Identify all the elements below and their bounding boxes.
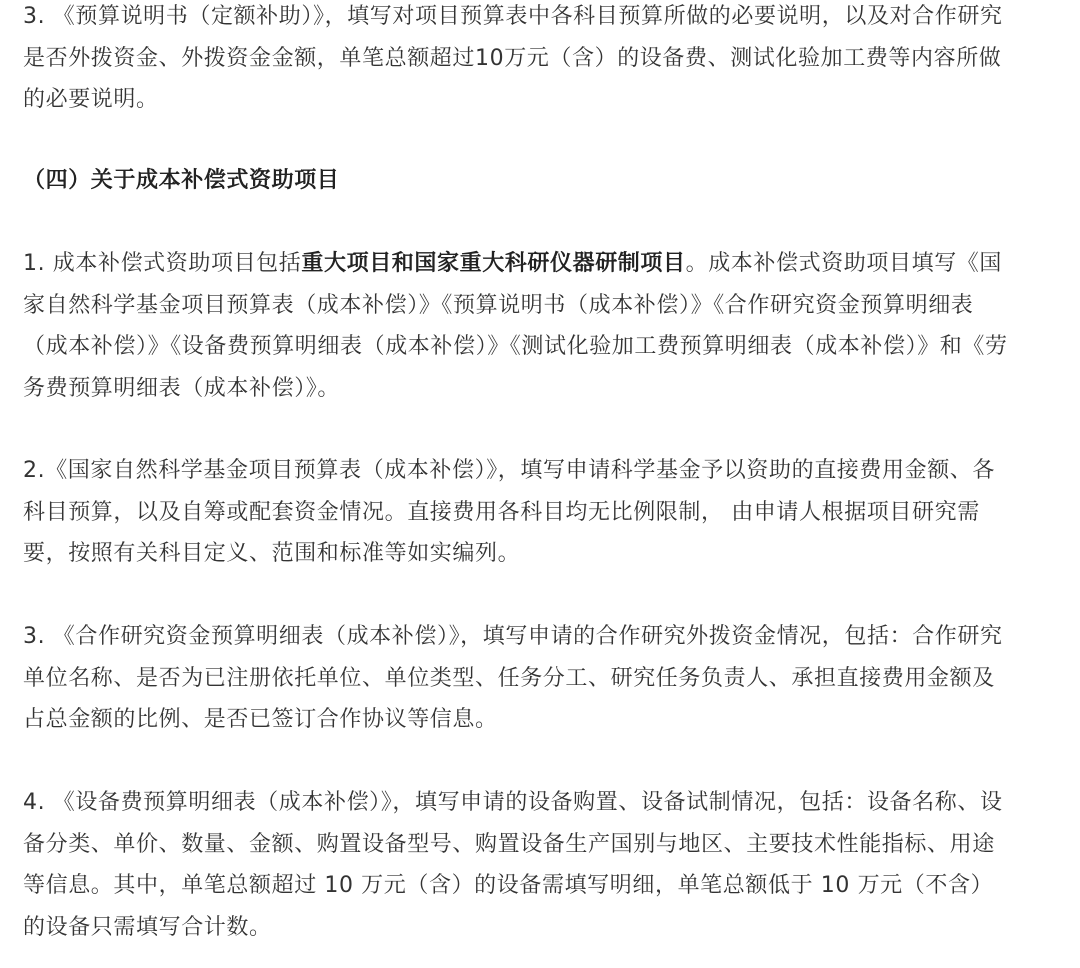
bold-project-types: 重大项目和国家重大科研仪器研制项目 [301, 251, 686, 276]
paragraph-text: 。成本补偿式资助项目填写《国家自然科学基金项目预算表（成本补偿）》《预算说明书（成本补偿）》《合作研究资金预算明细表（成本补偿）》《设备费预算明细表（成本补偿）》《测试化验加工费预算明细表（成本补偿）》和《劳务费预算明细表（成本补偿）》。 [23, 251, 1008, 401]
paragraph-equipment-costs: 4. 《设备费预算明细表（成本补偿）》，填写申请的设备购置、设备试制情况，包括：设备名称、设备分类、单价、数量、金额、购置设备型号、购置设备生产国别与地区、主要技术性能指标、用途等信息。其中，单笔总额超过 10 万元（含）的设备需填写明细，单笔总额低于 10 万元（不含）的设备只需填写合计数。 [23, 790, 1003, 940]
paragraph-budget-table: 2.《国家自然科学基金项目预算表（成本补偿）》，填写申请科学基金予以资助的直接费用金额、各科目预算，以及自筹或配套资金情况。直接费用各科目均无比例限制， 由申请人根据项目研究需要，按照有关科目定义、范围和标准等如实编列。 [23, 458, 995, 566]
paragraph-text: 1. 成本补偿式资助项目包括 [23, 251, 302, 276]
paragraph-budget-explanation: 3. 《预算说明书（定额补助）》，填写对项目预算表中各科目预算所做的必要说明，以及对合作研究是否外拨资金、外拨资金金额，单笔总额超过10万元（含）的设备费、测试化验加工费等内容所做的必要说明。 [23, 4, 1003, 112]
section-heading-cost-compensation: （四）关于成本补偿式资助项目 [23, 168, 340, 193]
paragraph-cost-compensation-forms [23, 243, 1013, 409]
paragraph-cooperation-funds: 3. 《合作研究资金预算明细表（成本补偿）》，填写申请的合作研究外拨资金情况，包括：合作研究单位名称、是否为已注册依托单位、单位类型、任务分工、研究任务负责人、承担直接费用金额及占总金额的比例、是否已签订合作协议等信息。 [23, 624, 1003, 732]
